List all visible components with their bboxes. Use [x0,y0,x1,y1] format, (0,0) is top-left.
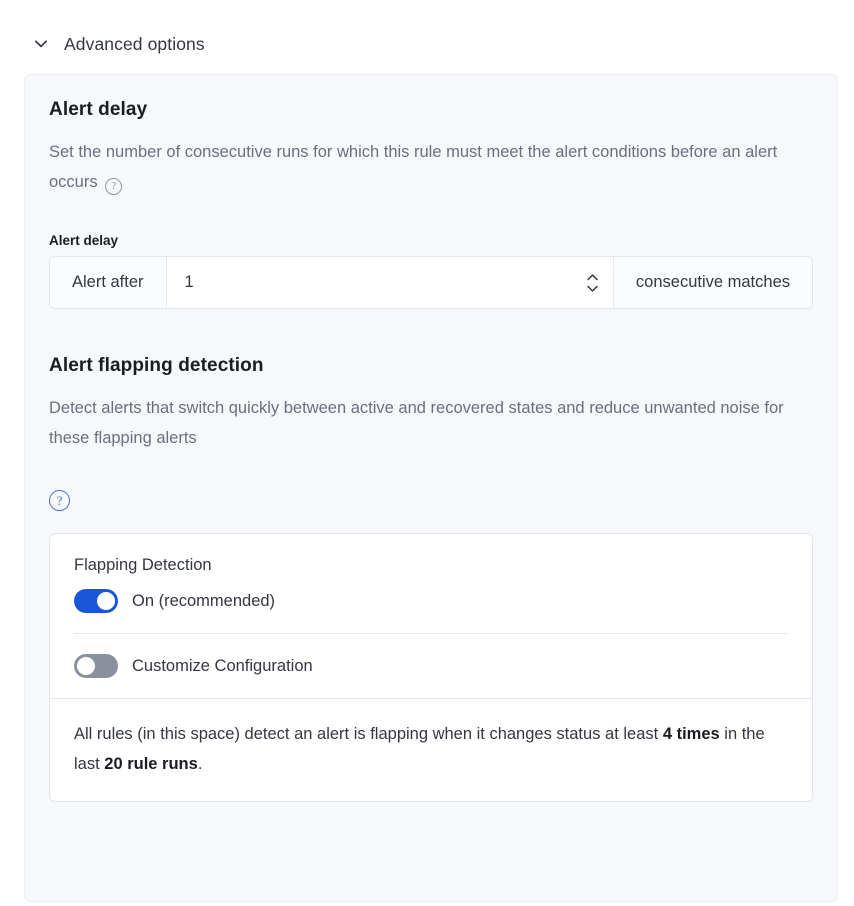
flapping-card-body [50,534,812,698]
alert-delay-prepend-label: Alert after [50,257,167,308]
chevron-down-icon[interactable] [30,33,52,55]
flapping-summary-threshold: 4 times [662,725,720,743]
flapping-summary-text [50,698,812,801]
advanced-options-panel [24,74,838,902]
question-circle-icon[interactable]: ? [49,490,70,511]
toggle-knob-icon [97,592,115,610]
customize-configuration-row[interactable] [74,654,788,678]
alert-delay-input-group[interactable] [49,256,813,309]
customize-configuration-toggle[interactable] [74,654,118,678]
flapping-summary-prefix: All rules (in this space) detect an alert is flapping when it changes status at least [74,725,663,743]
alert-delay-input[interactable] [167,257,613,308]
flapping-enabled-toggle[interactable] [74,589,118,613]
advanced-options-accordion-header[interactable] [0,0,854,58]
card-divider [74,633,788,634]
question-circle-icon[interactable]: ? [105,178,122,195]
flapping-summary-middle: in the last [74,725,765,773]
flapping-enabled-row[interactable] [74,589,788,613]
flapping-section-title: Alert flapping detection [49,355,264,376]
toggle-knob-icon [77,657,95,675]
flapping-summary-lookback: 20 rule runs [104,755,198,773]
alert-delay-field-label: Alert delay [49,233,119,248]
flapping-card-heading: Flapping Detection [74,556,212,574]
alert-delay-section-title: Alert delay [49,99,148,120]
advanced-options-title: Advanced options [64,33,205,54]
flapping-detection-card [49,533,813,802]
flapping-help-row [49,489,813,511]
alert-delay-description-text: Set the number of consecutive runs for which this rule must meet the alert conditions before an alert occurs [49,143,778,191]
flapping-enabled-label: On (recommended) [132,591,276,610]
alert-delay-number-wrap[interactable] [167,257,613,308]
flapping-summary-suffix: . [197,755,203,773]
stepper-updown-icon[interactable] [586,273,599,292]
flapping-description: Detect alerts that switch quickly between active and recovered states and reduce unwanted noise for these flapping alerts [49,399,784,447]
alert-delay-description [49,137,813,197]
alert-delay-append-label: consecutive matches [613,257,812,308]
customize-configuration-label: Customize Configuration [132,656,313,675]
